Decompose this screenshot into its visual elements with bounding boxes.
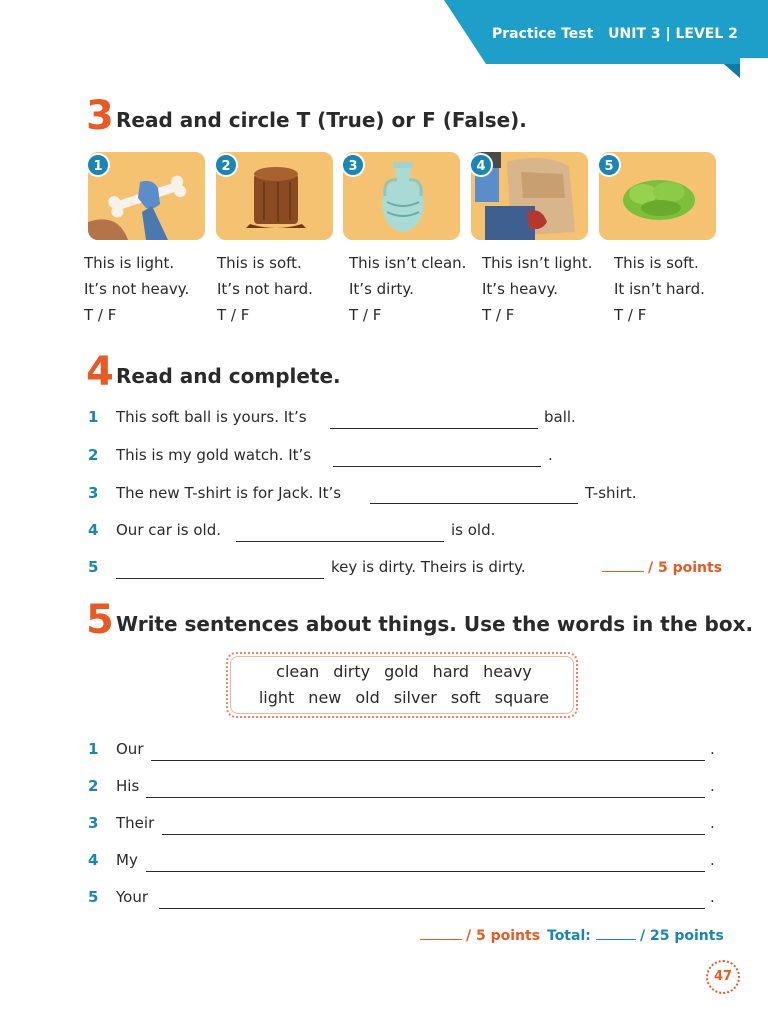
caption-1-line-2: It’s not heavy.	[84, 280, 190, 298]
s5-q5-period: .	[710, 888, 715, 906]
s4-q3-text: The new T-shirt is for Jack. It’s	[116, 484, 342, 502]
word-new: new	[308, 688, 342, 707]
s5-q2-blank[interactable]	[146, 797, 705, 798]
s5-q2-start: His	[116, 777, 140, 795]
word-silver: silver	[393, 688, 437, 707]
s5-q3-period: .	[710, 814, 715, 832]
section-5-points	[420, 928, 540, 944]
section-4-title: Read and complete.	[116, 364, 341, 388]
s5-q3-number: 3	[88, 814, 99, 832]
word-soft: soft	[450, 688, 481, 707]
section-5-score-blank[interactable]	[420, 939, 462, 940]
picture-5-badge: 5	[597, 153, 621, 177]
caption-5-line-2: It isn’t hard.	[614, 280, 705, 298]
word-square: square	[494, 688, 550, 707]
s4-q4-text: Our car is old.	[116, 521, 222, 539]
caption-1-true-false[interactable]: T / F	[84, 306, 117, 324]
s5-q2-period: .	[710, 777, 715, 795]
caption-4-true-false[interactable]: T / F	[482, 306, 515, 324]
word-dirty: dirty	[333, 662, 371, 681]
caption-3-line-2: It’s dirty.	[349, 280, 414, 298]
s5-q4-period: .	[710, 851, 715, 869]
caption-2-line-2: It’s not hard.	[217, 280, 313, 298]
total-label: Total:	[547, 928, 591, 944]
s4-q4-blank[interactable]	[236, 541, 444, 542]
total-score-blank[interactable]	[596, 939, 636, 940]
s4-q1-blank[interactable]	[330, 428, 538, 429]
section-4-points-label: / 5 points	[648, 560, 723, 576]
caption-3-true-false[interactable]: T / F	[349, 306, 382, 324]
total-points-label: / 25 points	[640, 928, 724, 944]
picture-3-badge: 3	[341, 153, 365, 177]
caption-2-line-1: This is soft.	[217, 254, 302, 272]
header-text	[492, 26, 748, 42]
page-number: 47	[706, 960, 740, 994]
caption-1	[84, 250, 189, 328]
caption-4-line-2: It’s heavy.	[482, 280, 558, 298]
word-box	[226, 652, 578, 718]
word-box-row-2	[228, 688, 580, 707]
section-5-number: 5	[86, 597, 114, 643]
caption-3	[349, 250, 466, 328]
s4-q3-blank[interactable]	[370, 503, 578, 504]
section-5-points-label: / 5 points	[466, 928, 541, 944]
s4-q4-number: 4	[88, 521, 99, 539]
s5-q1-number: 1	[88, 740, 99, 758]
caption-2	[217, 250, 313, 328]
picture-1-badge: 1	[86, 153, 110, 177]
picture-4-badge: 4	[469, 153, 493, 177]
caption-5	[614, 250, 705, 328]
s5-q4-number: 4	[88, 851, 99, 869]
word-heavy: heavy	[483, 662, 532, 681]
s4-q3-number: 3	[88, 484, 99, 502]
unit-level-label: UNIT 3 | LEVEL 2	[608, 26, 738, 42]
section-3-title: Read and circle T (True) or F (False).	[116, 108, 527, 132]
word-box-row-1	[228, 662, 580, 681]
s5-q5-start: Your	[116, 888, 149, 906]
s4-q3-end: T-shirt.	[585, 484, 637, 502]
s5-q5-blank[interactable]	[159, 908, 705, 909]
word-old: old	[355, 688, 380, 707]
caption-2-true-false[interactable]: T / F	[217, 306, 250, 324]
s4-q1-number: 1	[88, 408, 99, 426]
s4-q4-end: is old.	[451, 521, 496, 539]
s4-q1-end: ball.	[544, 408, 576, 426]
word-gold: gold	[384, 662, 419, 681]
word-light: light	[258, 688, 295, 707]
s4-q2-number: 2	[88, 446, 99, 464]
s4-q5-blank[interactable]	[116, 578, 324, 579]
word-clean: clean	[276, 662, 320, 681]
section-3-number: 3	[86, 93, 114, 139]
s5-q4-start: My	[116, 851, 138, 869]
s4-q5-end: key is dirty. Theirs is dirty.	[331, 558, 526, 576]
word-hard: hard	[432, 662, 470, 681]
s4-q5-number: 5	[88, 558, 99, 576]
section-4-number: 4	[86, 349, 114, 395]
s5-q1-start: Our	[116, 740, 144, 758]
s5-q1-period: .	[710, 740, 715, 758]
s4-q2-blank[interactable]	[333, 466, 541, 467]
s5-q3-blank[interactable]	[162, 834, 705, 835]
s5-q2-number: 2	[88, 777, 99, 795]
total-points	[596, 928, 724, 944]
picture-2-badge: 2	[214, 153, 238, 177]
s5-q4-blank[interactable]	[146, 871, 705, 872]
s5-q5-number: 5	[88, 888, 99, 906]
caption-5-true-false[interactable]: T / F	[614, 306, 647, 324]
caption-4	[482, 250, 592, 328]
caption-4-line-1: This isn’t light.	[482, 254, 593, 272]
practice-test-label: Practice Test	[492, 26, 594, 42]
caption-1-line-1: This is light.	[84, 254, 175, 272]
caption-3-line-1: This isn’t clean.	[349, 254, 467, 272]
s5-q3-start: Their	[116, 814, 155, 832]
section-5-title: Write sentences about things. Use the words in the box.	[116, 612, 754, 636]
s4-q2-end: .	[548, 446, 553, 464]
section-4-score-blank[interactable]	[602, 571, 644, 572]
s4-q1-text: This soft ball is yours. It’s	[116, 408, 307, 426]
s5-q1-blank[interactable]	[151, 760, 705, 761]
caption-5-line-1: This is soft.	[614, 254, 699, 272]
s4-q2-text: This is my gold watch. It’s	[116, 446, 312, 464]
section-4-points	[602, 560, 722, 576]
